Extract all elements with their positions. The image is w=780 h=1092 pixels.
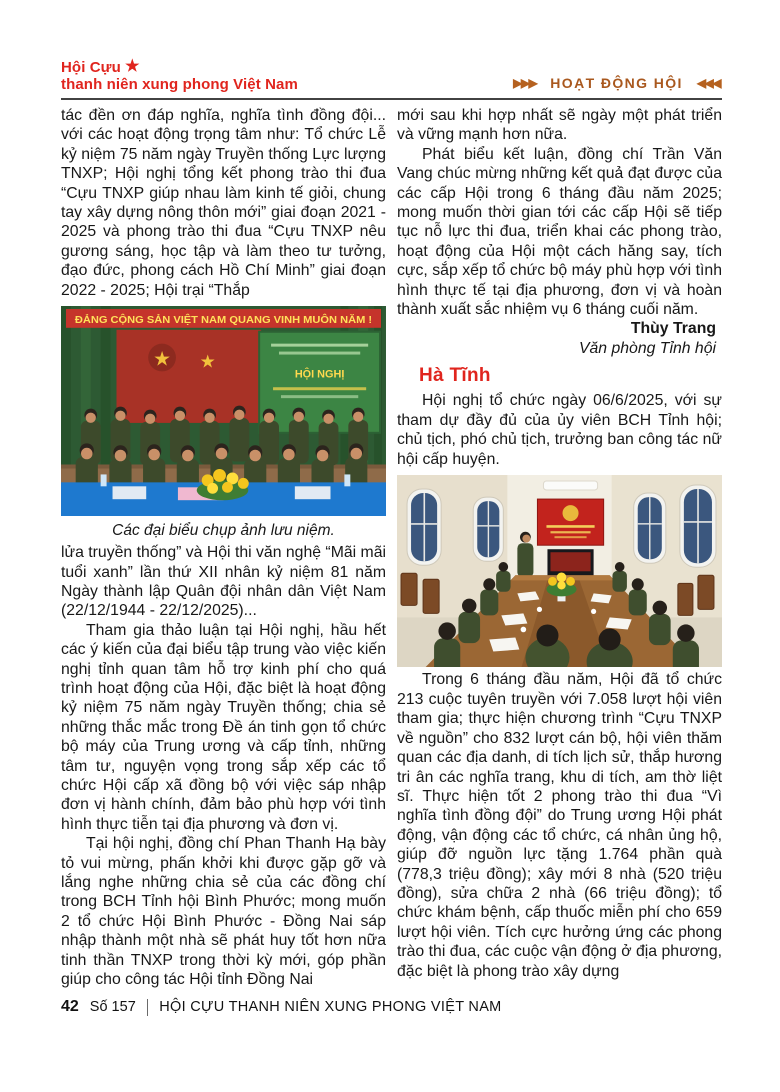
group-photo-image <box>61 306 386 516</box>
paragraph: Trong 6 tháng đầu năm, Hội đã tổ chức 213 cuộc tuyên truyền với 7.058 lượt hội viên tham gia; thực hiện chương trình “Cựu TNXP về nguồn” cho 832 lượt cán bộ, hội viên thăm quan các địa danh, di tích lịch sử, thắp hương tri ân các nghĩa trang, khu di tích, am thờ liệt sĩ. Thực hiện tốt 2 phong trào thi đua “Vì nghĩa tình đồng đội” do Trung ương Hội phát động, vận động các tổ chức, cá nhân ủng hộ, giúp đỡ nguồn lực tặng 1.764 phần quà (778,3 triệu đồng); xây mới 8 nhà (520 triệu đồng), sửa chữa 2 nhà (66 triệu đồng); tổ chức khám bệnh, cấp thuốc miễn phí cho 659 lượt hội viên. Tích cực hưởng ứng các phong trào thi đua, các cuộc vận động ở địa phương, đặc biệt là phong trào xây dựng <box>397 671 722 980</box>
photo-caption: Các đại biểu chụp ảnh lưu niệm. <box>112 522 335 540</box>
byline-author: Thùy Trang <box>630 320 716 338</box>
paragraph: Hội nghị tổ chức ngày 06/6/2025, với sự tham dự đầy đủ của ủy viên BCH Tỉnh hội; chủ tịch, phó chủ tịch, trưởng ban công tác nữ hội cấp huyện. <box>397 392 722 468</box>
masthead-title-line1: Hội Cựu <box>61 59 121 76</box>
meeting-photo-image <box>397 475 722 668</box>
banner-text: ĐẢNG CỘNG SẢN VIỆT NAM QUANG VINH MUÔN NĂM ! <box>74 314 341 326</box>
issue-number: Số 157 <box>89 999 136 1015</box>
photo-group-delegates <box>61 306 386 540</box>
paragraph: Tại hội nghị, đồng chí Phan Thanh Hạ bày tỏ vui mừng, phấn khởi khi được gặp gỡ và lắng nghe những chia sẻ của các đồng chí trong BCH Tỉnh hội Bình Phước; mong muốn 2 tổ chức Hội Bình Phước - Đồng Nai sáp nhập thành một nhà sẽ phát huy tốt hơn nữa tinh thần TNXP trong thời kỳ mới, góp phần giúp cho công tác Hội tỉnh Đồng Nai <box>61 835 386 989</box>
ac-unit <box>543 481 597 490</box>
page-footer <box>61 998 502 1016</box>
paragraph: Tham gia thảo luận tại Hội nghị, hầu hết các ý kiến của đại biểu tập trung vào việc kiến nghị tỉnh quan tâm hỗ trợ kinh phí cho quá trình hoạt động của Hội, đặc biệt là hoạt động kỷ niệm 75 năm ngày Truyền thống; chia sẻ những thắc mắc trong Đề án tinh gọn tổ chức bộ máy của Trung ương và cấp tỉnh, những tâm tư, nguyện vọng trong sắp xếp các tổ chức Hội cấp xã đồng bộ với việc sáp nhập đơn vị hành chính, đảm bảo phù hợp với tình hình thực tiễn tại địa phương và đơn vị. <box>61 621 386 833</box>
board-title: HỘI NGHỊ <box>294 368 345 381</box>
masthead <box>61 50 722 100</box>
left-column <box>61 106 386 989</box>
svg-text:★: ★ <box>199 351 216 372</box>
section-label: HOẠT ĐỘNG HỘI <box>550 75 683 91</box>
paragraph: tác đền ơn đáp nghĩa, nghĩa tình đồng đội... với các hoạt động trọng tâm như: Tổ chức Lễ kỷ niệm 75 năm ngày Truyền thống Lực lượng TNXP; Hội nghị tổng kết phong trào thi đua “Cựu TNXP giúp nhau làm kinh tế giỏi, chung tay xây dựng nông thôn mới” giai đoạn 2021 - 2025 và phong trào thi đua “Cựu TNXP nêu gương sáng, học tập và làm theo tư tưởng, đạo đức, phong cách Hồ Chí Minh” giai đoạn 2022 - 2025; Hội trại “Thắp <box>61 107 386 299</box>
meeting-banner <box>537 499 603 545</box>
svg-text:★: ★ <box>153 348 171 371</box>
article-body <box>61 106 722 989</box>
paragraph: lửa truyền thống” và Hội thi văn nghệ “Mãi mãi tuổi xanh” lần thứ XII nhân kỷ niệm 81 năm Ngày thành lập Quân đội nhân dân Việt Nam (22/12/1944 - 22/12/2025)... <box>61 544 386 620</box>
triple-arrow-right-icon: ▶▶▶ <box>513 76 537 90</box>
page-number: 42 <box>61 998 79 1015</box>
photo-meeting-room <box>397 475 722 668</box>
slogan-banner <box>66 309 381 328</box>
paragraph: Phát biểu kết luận, đồng chí Trần Văn Vang chúc mừng những kết quả đạt được của các cấp Hội trong 6 tháng đầu năm 2025; mong muốn thời gian tới các cấp Hội sẽ tiếp tục nỗ lực thi đua, triển khai các phong trào, hoạt động của Hội một cách hăng say, tích cực, sắp xếp tổ chức bộ máy phù hợp với tình hình thực tế tại địa phương, đơn vị và hoàn thành xuất sắc nhiệm vụ 6 tháng cuối năm. <box>397 145 722 319</box>
section-header <box>513 75 720 91</box>
section-heading-ha-tinh: Hà Tĩnh <box>419 365 491 387</box>
byline-role: Văn phòng Tỉnh hội <box>578 339 716 357</box>
triple-arrow-left-icon: ◀◀◀ <box>696 76 720 90</box>
journal-title: HỘI CỰU THANH NIÊN XUNG PHONG VIỆT NAM <box>159 999 502 1015</box>
right-column <box>397 106 722 989</box>
tv-screen <box>547 549 593 576</box>
footer-divider <box>147 999 149 1016</box>
masthead-title <box>61 59 298 93</box>
star-icon: ★ <box>125 58 140 75</box>
paragraph: mới sau khi hợp nhất sẽ ngày một phát triển và vững mạnh hơn nữa. <box>397 107 722 144</box>
masthead-title-line2: thanh niên xung phong Việt Nam <box>61 75 298 93</box>
byline <box>397 319 722 358</box>
